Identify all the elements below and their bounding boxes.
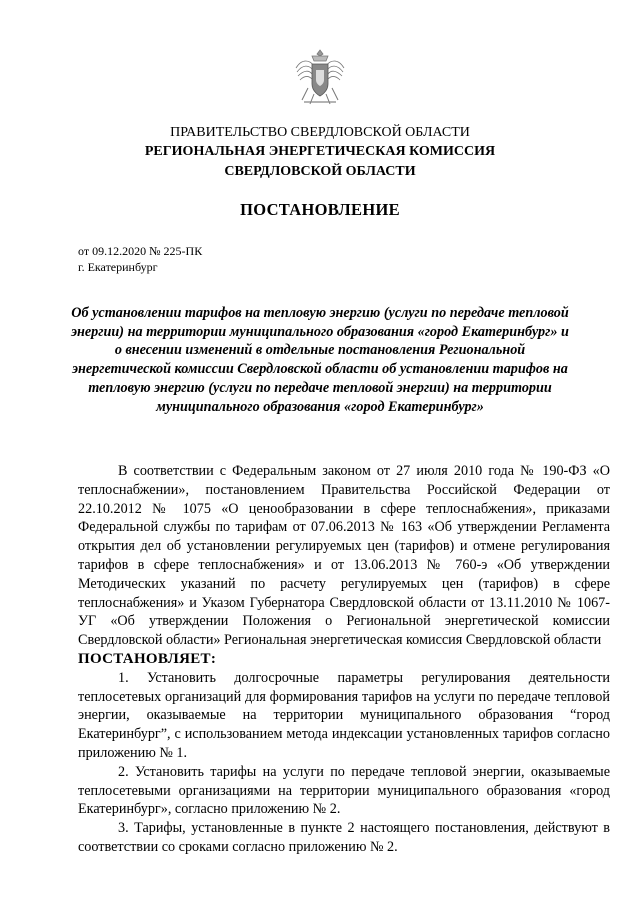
preamble-paragraph: В соответствии с Федеральным законом от 27 июля 2010 года № 190-ФЗ «О теплоснабжении», постановлением Правительства Российской Федерации от 22.10.2012 № 1075 «О ценообразовании в сфере теплоснабжения», приказами Федеральной службы по тарифам от 07.06.2013 № 163 «Об утверждении Регламента открытия дел об установлении регулируемых цен (тарифов) и отмене регулирования тарифов в сфере теплоснабжения» и от 13.06.2013 № 760-э «Об утверждении Методических указаний по расчету регулируемых цен (тарифов) в сфере теплоснабжения» и Указом Губернатора Свердловской области от 13.11.2010 № 1067-УГ «Об утверждении Положения о Региональной энергетической комиссии Свердловской области» Региональная энергетическая комиссия Свердловской области xyxy=(78,463,610,649)
decree-item-2: 2. Установить тарифы на услуги по передаче тепловой энергии, оказываемые теплосетевыми организациями на территории муниципального образования «город Екатеринбург», согласно приложению № 2. xyxy=(78,763,610,818)
commission-name-line1: РЕГИОНАЛЬНАЯ ЭНЕРГЕТИЧЕСКАЯ КОМИССИЯ xyxy=(144,144,496,159)
document-type: ПОСТАНОВЛЕНИЕ xyxy=(240,200,400,219)
document-subject: Об установлении тарифов на тепловую энергию (услуги по передаче тепловой энергии) на территории муниципального образования «город Екатеринбург» и о внесении изменений в отдельные постановления Региональной энергетической комиссии Свердловской области об установлении тарифов на тепловую энергию (услуги по передаче тепловой энергии) на территории муниципального образования «город Екатеринбург» xyxy=(71,305,569,415)
document-city: г. Екатеринбург xyxy=(78,260,158,274)
document-date-number: от 09.12.2020 № 225-ПК xyxy=(78,244,203,258)
government-name: ПРАВИТЕЛЬСТВО СВЕРДЛОВСКОЙ ОБЛАСТИ xyxy=(170,125,470,140)
document-body xyxy=(78,462,610,857)
commission-name-line2: СВЕРДЛОВСКОЙ ОБЛАСТИ xyxy=(224,164,416,179)
coat-of-arms-icon xyxy=(294,48,346,108)
decree-item-3: 3. Тарифы, установленные в пункте 2 настоящего постановления, действуют в соответствии со сроками согласно приложению № 2. xyxy=(78,820,610,855)
decree-word: ПОСТАНОВЛЯЕТ: xyxy=(78,650,217,667)
decree-item-1: 1. Установить долгосрочные параметры регулирования деятельности теплосетевых организаций для формирования тарифов на услуги по передаче тепловой энергии, оказываемые на территории муниципального образования “город Екатеринбург”, с использованием метода индексации установленных тарифов согласно приложению № 1. xyxy=(78,669,610,761)
